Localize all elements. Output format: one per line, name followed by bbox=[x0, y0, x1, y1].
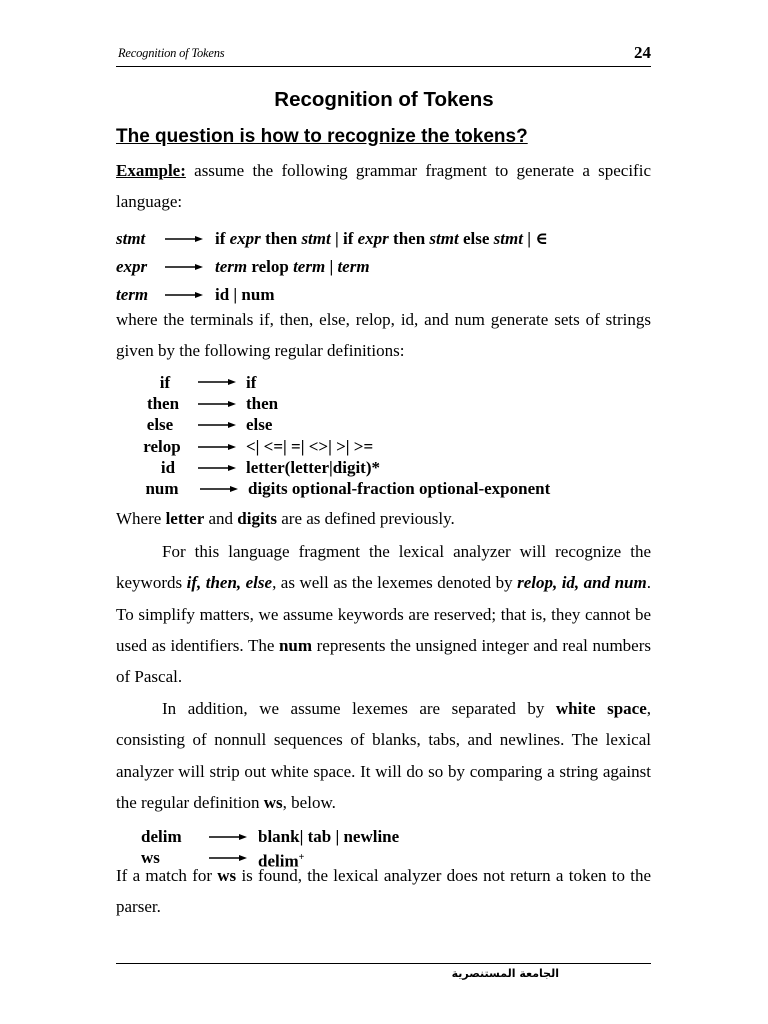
grammar-rhs-stmt: if expr then stmt | if expr then stmt else stmt | ∈ bbox=[215, 229, 548, 248]
page-title: Recognition of Tokens bbox=[274, 88, 494, 111]
text-bold: num bbox=[278, 635, 313, 655]
arrow-icon bbox=[164, 290, 204, 300]
definition-lhs-relop: relop bbox=[143, 437, 181, 456]
text-run: If a match for bbox=[116, 866, 218, 885]
text-run: . To simplify matters, we assume keywords are reserved; that is, they cannot be used as identifiers. The bbox=[116, 573, 651, 655]
text-run: In addition, we assume lexemes are separated by bbox=[162, 699, 556, 718]
arrow-icon bbox=[164, 262, 204, 272]
page-header bbox=[116, 42, 651, 67]
text-run: represents the unsigned integer and real numbers of Pascal. bbox=[116, 635, 651, 687]
grammar-rhs-term: id | num bbox=[215, 285, 275, 304]
grammar-rhs-expr: term relop term | term bbox=[215, 257, 370, 276]
definition-lhs-then: then bbox=[146, 394, 180, 413]
page-number: 24 bbox=[634, 43, 651, 62]
text-run: , consisting of nonnull sequences of blanks, tabs, and newlines. The lexical analyzer will strip out white space. It will do so by comparing a string against the regular definition bbox=[116, 699, 651, 812]
text-run: and bbox=[204, 509, 238, 528]
definition-rhs-else: else bbox=[246, 415, 273, 434]
example-label: Example: bbox=[116, 161, 186, 180]
arrow-icon bbox=[197, 420, 237, 430]
definition-lhs-if: if bbox=[159, 373, 171, 392]
example-text: assume the following grammar fragment to generate a specific language: bbox=[116, 161, 651, 212]
superscript: + bbox=[298, 852, 305, 863]
text-bold: white space bbox=[555, 699, 647, 718]
grammar-lhs-term: term bbox=[116, 285, 149, 304]
ws-def-lhs-delim: delim bbox=[141, 827, 182, 846]
example-paragraph bbox=[116, 155, 651, 218]
footer-university-name: الجامعة المستنصرية bbox=[451, 967, 559, 980]
definition-lhs-id: id bbox=[160, 458, 176, 477]
text-bold: letter bbox=[165, 509, 205, 528]
where-line bbox=[116, 503, 651, 534]
definition-rhs-if: if bbox=[246, 373, 257, 392]
terminals-intro: where the terminals if, then, else, relop, id, and num generate sets of strings given by the following regular definitions: bbox=[116, 310, 651, 361]
grammar-lhs-expr: expr bbox=[116, 257, 148, 276]
arrow-icon bbox=[197, 442, 237, 452]
arrow-icon bbox=[199, 484, 239, 494]
paragraph-ws-match bbox=[116, 860, 651, 923]
paragraph-white-space bbox=[116, 693, 651, 818]
text-run: Where bbox=[116, 509, 166, 528]
definition-rhs-id: letter(letter|digit)* bbox=[246, 458, 380, 477]
text-bold: ws bbox=[217, 866, 237, 885]
text-run: is found, the lexical analyzer does not return a token to the parser. bbox=[116, 866, 651, 917]
definition-lhs-num: num bbox=[145, 479, 179, 498]
definition-rhs-num: digits optional-fraction optional-exponent bbox=[248, 479, 551, 498]
footer-rule bbox=[116, 963, 651, 964]
text-bold: digits bbox=[237, 509, 277, 528]
arrow-icon bbox=[197, 377, 237, 387]
text-run: are as defined previously. bbox=[276, 509, 455, 528]
text-bold-italic: relop, id, and num bbox=[517, 573, 647, 593]
section-question: The question is how to recognize the tokens? bbox=[116, 126, 528, 147]
ws-def-lhs-ws: ws bbox=[141, 848, 160, 867]
grammar-lhs-stmt: stmt bbox=[116, 229, 146, 248]
text-bold-italic: if, then, else bbox=[186, 573, 273, 593]
paragraph-keywords bbox=[116, 536, 651, 692]
text-run: delim bbox=[258, 851, 299, 871]
text-run: , as well as the lexemes denoted by bbox=[272, 573, 518, 593]
definition-rhs-then: then bbox=[246, 394, 279, 413]
arrow-icon bbox=[164, 234, 204, 244]
arrow-icon bbox=[197, 399, 237, 409]
definition-rhs-relop: <| <=| =| <>| >| >= bbox=[246, 437, 374, 456]
text-run: For this language fragment the lexical analyzer will recognize the keywords bbox=[116, 542, 651, 593]
arrow-icon bbox=[208, 832, 248, 842]
header-title: Recognition of Tokens bbox=[118, 46, 225, 60]
definition-lhs-else: else bbox=[146, 415, 174, 434]
text-bold: ws bbox=[263, 792, 283, 812]
ws-def-rhs-delim: blank| tab | newline bbox=[258, 827, 400, 846]
arrow-icon bbox=[197, 463, 237, 473]
text-run: , below. bbox=[282, 792, 336, 812]
